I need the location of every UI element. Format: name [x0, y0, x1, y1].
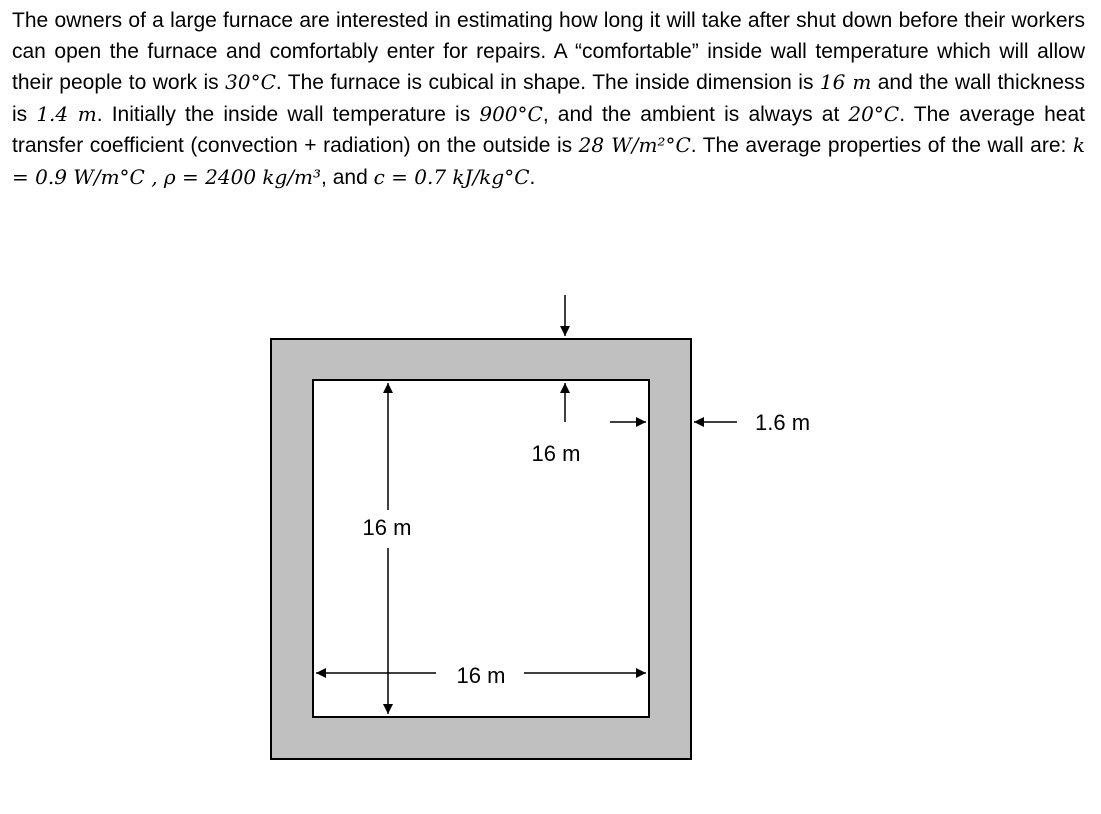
- problem-text-8: , and: [321, 165, 374, 189]
- inner-height-label: 16 m: [362, 515, 412, 540]
- problem-text-5: , and the ambient is always at: [542, 102, 849, 126]
- inner-top-label: 16 m: [531, 441, 581, 466]
- specific-heat: c = 0.7 kJ/kg°C: [373, 164, 530, 189]
- problem-text-7: . The average properties of the wall are:: [690, 134, 1073, 157]
- problem-text-4: . Initially the inside wall temperature is: [96, 102, 480, 126]
- inside-dimension: 16 m: [819, 70, 872, 94]
- initial-temperature: 900°C: [479, 101, 543, 126]
- problem-text-6: . The average heat transfer coefficient (convection + radiation) on the outside is: [12, 102, 1085, 157]
- heat-transfer-coefficient: 28 W/m²°C: [578, 133, 691, 157]
- problem-text-3: and the wall thickness is: [12, 71, 1085, 126]
- problem-text-9: .: [529, 165, 536, 189]
- comfort-temperature: 30°C: [225, 70, 276, 94]
- wall-thickness-label: 1.6 m: [755, 410, 811, 435]
- problem-text-1: The owners of a large furnace are interested in estimating how long it will take after shut down before their workers can open the furnace and comfortably enter for repairs. A “comfortable” inside wall temperature which will allow their people to work is: [12, 9, 1085, 94]
- problem-text-2: . The furnace is cubical in shape. The inside dimension is: [275, 71, 820, 94]
- inner-width-label: 16 m: [456, 663, 506, 688]
- ambient-temperature: 20°C: [848, 101, 900, 126]
- wall-thickness-value: 1.4 m: [36, 101, 97, 126]
- wall-properties: k = 0.9 W/m°C , ρ = 2400 kg/m³: [12, 133, 1085, 189]
